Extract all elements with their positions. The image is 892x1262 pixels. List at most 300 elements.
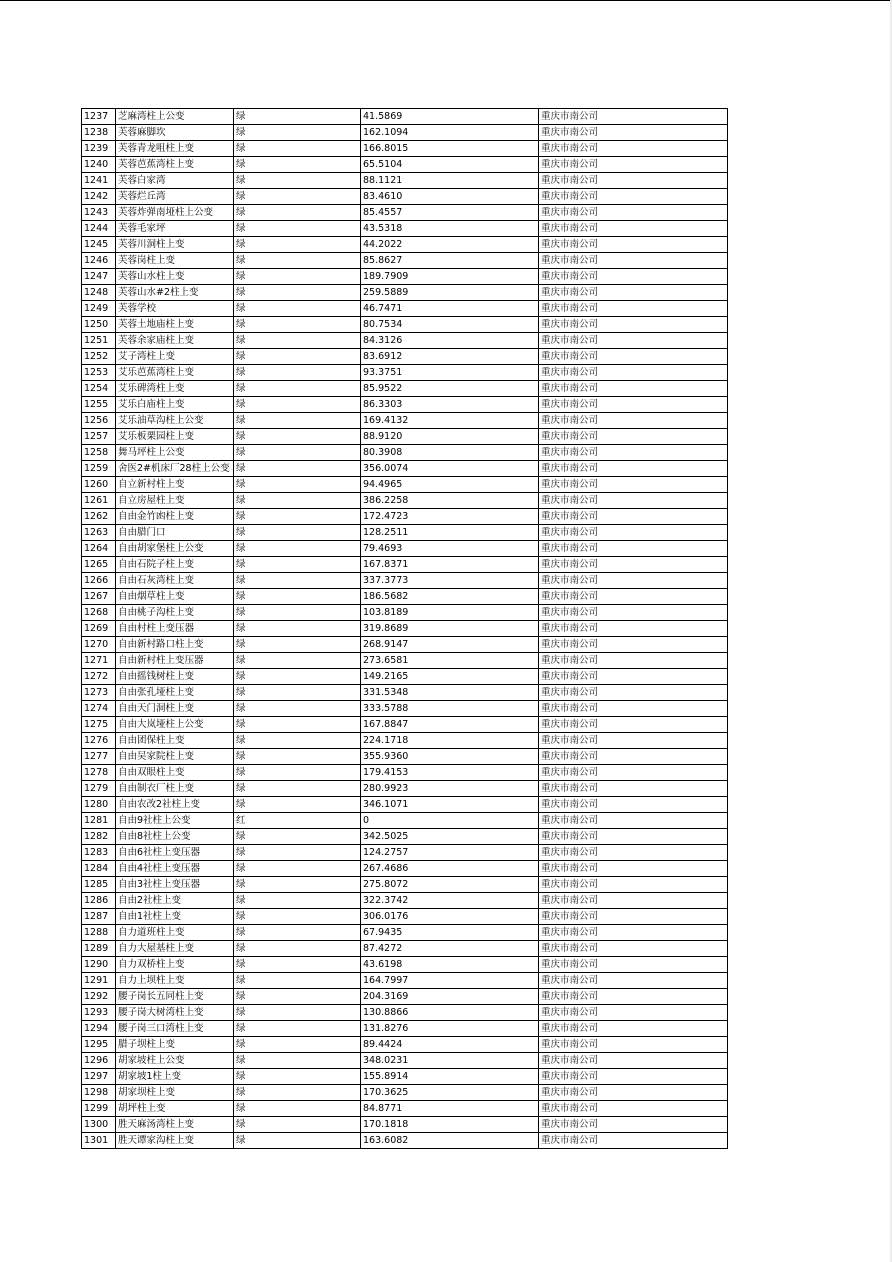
table-row bbox=[82, 781, 728, 797]
cell-status: 绿 bbox=[234, 669, 361, 685]
table-row bbox=[82, 845, 728, 861]
cell-value: 89.4424 bbox=[361, 1037, 539, 1053]
cell-index: 1257 bbox=[82, 429, 116, 445]
cell-index: 1253 bbox=[82, 365, 116, 381]
cell-name: 芙蓉烂丘湾 bbox=[116, 189, 234, 205]
cell-status: 绿 bbox=[234, 285, 361, 301]
table-row bbox=[82, 909, 728, 925]
cell-value: 85.4557 bbox=[361, 205, 539, 221]
cell-company: 重庆市南公司 bbox=[539, 1085, 728, 1101]
cell-name: 舞马坪柱上公变 bbox=[116, 445, 234, 461]
cell-name: 艾乐碑湾柱上变 bbox=[116, 381, 234, 397]
cell-value: 186.5682 bbox=[361, 589, 539, 605]
cell-status: 绿 bbox=[234, 429, 361, 445]
cell-status: 绿 bbox=[234, 397, 361, 413]
table-row bbox=[82, 525, 728, 541]
cell-company: 重庆市南公司 bbox=[539, 333, 728, 349]
cell-status: 绿 bbox=[234, 1005, 361, 1021]
table-row bbox=[82, 765, 728, 781]
cell-index: 1250 bbox=[82, 317, 116, 333]
cell-name: 胜天谭家沟柱上变 bbox=[116, 1133, 234, 1149]
cell-status: 绿 bbox=[234, 237, 361, 253]
cell-company: 重庆市南公司 bbox=[539, 1133, 728, 1149]
cell-status: 绿 bbox=[234, 589, 361, 605]
cell-name: 自立新村柱上变 bbox=[116, 477, 234, 493]
cell-company: 重庆市南公司 bbox=[539, 285, 728, 301]
cell-status: 绿 bbox=[234, 557, 361, 573]
cell-index: 1259 bbox=[82, 461, 116, 477]
cell-name: 芙蓉山水柱上变 bbox=[116, 269, 234, 285]
cell-status: 绿 bbox=[234, 493, 361, 509]
cell-name: 自由新村路口柱上变 bbox=[116, 637, 234, 653]
cell-index: 1283 bbox=[82, 845, 116, 861]
cell-value: 43.5318 bbox=[361, 221, 539, 237]
cell-value: 356.0074 bbox=[361, 461, 539, 477]
cell-name: 腰子岗长五同柱上变 bbox=[116, 989, 234, 1005]
cell-company: 重庆市南公司 bbox=[539, 1053, 728, 1069]
cell-status: 绿 bbox=[234, 317, 361, 333]
cell-company: 重庆市南公司 bbox=[539, 509, 728, 525]
cell-index: 1266 bbox=[82, 573, 116, 589]
cell-company: 重庆市南公司 bbox=[539, 125, 728, 141]
cell-index: 1286 bbox=[82, 893, 116, 909]
cell-status: 绿 bbox=[234, 1085, 361, 1101]
cell-name: 自由双眼柱上变 bbox=[116, 765, 234, 781]
cell-status: 绿 bbox=[234, 781, 361, 797]
cell-index: 1287 bbox=[82, 909, 116, 925]
cell-company: 重庆市南公司 bbox=[539, 173, 728, 189]
cell-value: 94.4965 bbox=[361, 477, 539, 493]
cell-status: 绿 bbox=[234, 621, 361, 637]
table-row bbox=[82, 477, 728, 493]
cell-status: 绿 bbox=[234, 333, 361, 349]
cell-company: 重庆市南公司 bbox=[539, 861, 728, 877]
cell-company: 重庆市南公司 bbox=[539, 733, 728, 749]
cell-value: 172.4723 bbox=[361, 509, 539, 525]
table-row bbox=[82, 381, 728, 397]
cell-company: 重庆市南公司 bbox=[539, 349, 728, 365]
cell-name: 自由新村柱上变压器 bbox=[116, 653, 234, 669]
cell-name: 自由8社柱上公变 bbox=[116, 829, 234, 845]
table-row bbox=[82, 125, 728, 141]
cell-status: 绿 bbox=[234, 797, 361, 813]
table-row bbox=[82, 733, 728, 749]
cell-value: 84.8771 bbox=[361, 1101, 539, 1117]
data-table bbox=[81, 108, 728, 1149]
cell-name: 自由吴家院柱上变 bbox=[116, 749, 234, 765]
cell-status: 绿 bbox=[234, 173, 361, 189]
cell-index: 1295 bbox=[82, 1037, 116, 1053]
cell-index: 1293 bbox=[82, 1005, 116, 1021]
cell-value: 167.8847 bbox=[361, 717, 539, 733]
cell-index: 1281 bbox=[82, 813, 116, 829]
table-row bbox=[82, 493, 728, 509]
cell-status: 绿 bbox=[234, 349, 361, 365]
cell-index: 1294 bbox=[82, 1021, 116, 1037]
cell-value: 79.4693 bbox=[361, 541, 539, 557]
cell-name: 自力双桥柱上变 bbox=[116, 957, 234, 973]
cell-value: 163.6082 bbox=[361, 1133, 539, 1149]
cell-company: 重庆市南公司 bbox=[539, 973, 728, 989]
cell-company: 重庆市南公司 bbox=[539, 717, 728, 733]
cell-name: 自由胡家堡柱上公变 bbox=[116, 541, 234, 557]
cell-value: 131.8276 bbox=[361, 1021, 539, 1037]
table-row bbox=[82, 829, 728, 845]
cell-status: 绿 bbox=[234, 541, 361, 557]
cell-company: 重庆市南公司 bbox=[539, 573, 728, 589]
cell-name: 艾乐白庙柱上变 bbox=[116, 397, 234, 413]
cell-company: 重庆市南公司 bbox=[539, 477, 728, 493]
cell-index: 1300 bbox=[82, 1117, 116, 1133]
cell-value: 93.3751 bbox=[361, 365, 539, 381]
cell-company: 重庆市南公司 bbox=[539, 381, 728, 397]
cell-value: 164.7997 bbox=[361, 973, 539, 989]
cell-value: 162.1094 bbox=[361, 125, 539, 141]
cell-name: 胡家坡1柱上变 bbox=[116, 1069, 234, 1085]
cell-value: 273.6581 bbox=[361, 653, 539, 669]
cell-status: 绿 bbox=[234, 717, 361, 733]
table-row bbox=[82, 253, 728, 269]
cell-company: 重庆市南公司 bbox=[539, 957, 728, 973]
cell-index: 1241 bbox=[82, 173, 116, 189]
cell-value: 348.0231 bbox=[361, 1053, 539, 1069]
cell-status: 绿 bbox=[234, 461, 361, 477]
cell-index: 1297 bbox=[82, 1069, 116, 1085]
cell-status: 绿 bbox=[234, 845, 361, 861]
cell-name: 自由桃子沟柱上变 bbox=[116, 605, 234, 621]
cell-status: 绿 bbox=[234, 269, 361, 285]
cell-status: 绿 bbox=[234, 637, 361, 653]
table-row bbox=[82, 237, 728, 253]
cell-company: 重庆市南公司 bbox=[539, 269, 728, 285]
cell-status: 绿 bbox=[234, 221, 361, 237]
cell-name: 腰子岗三口湾柱上变 bbox=[116, 1021, 234, 1037]
table-row bbox=[82, 141, 728, 157]
table-row bbox=[82, 349, 728, 365]
cell-status: 绿 bbox=[234, 909, 361, 925]
cell-index: 1237 bbox=[82, 109, 116, 125]
cell-index: 1238 bbox=[82, 125, 116, 141]
cell-value: 80.7534 bbox=[361, 317, 539, 333]
table-row bbox=[82, 1133, 728, 1149]
cell-value: 155.8914 bbox=[361, 1069, 539, 1085]
cell-name: 芝麻湾柱上公变 bbox=[116, 109, 234, 125]
table-row bbox=[82, 605, 728, 621]
cell-value: 167.8371 bbox=[361, 557, 539, 573]
cell-value: 85.9522 bbox=[361, 381, 539, 397]
cell-company: 重庆市南公司 bbox=[539, 1101, 728, 1117]
cell-company: 重庆市南公司 bbox=[539, 221, 728, 237]
cell-name: 胜天麻汤湾柱上变 bbox=[116, 1117, 234, 1133]
cell-value: 128.2511 bbox=[361, 525, 539, 541]
table-row bbox=[82, 317, 728, 333]
cell-company: 重庆市南公司 bbox=[539, 749, 728, 765]
cell-status: 绿 bbox=[234, 477, 361, 493]
cell-status: 绿 bbox=[234, 861, 361, 877]
cell-status: 绿 bbox=[234, 957, 361, 973]
cell-name: 胡家坡柱上公变 bbox=[116, 1053, 234, 1069]
cell-index: 1270 bbox=[82, 637, 116, 653]
cell-value: 65.5104 bbox=[361, 157, 539, 173]
cell-status: 绿 bbox=[234, 1053, 361, 1069]
cell-value: 67.9435 bbox=[361, 925, 539, 941]
cell-status: 绿 bbox=[234, 125, 361, 141]
cell-status: 绿 bbox=[234, 1021, 361, 1037]
cell-status: 绿 bbox=[234, 829, 361, 845]
cell-index: 1251 bbox=[82, 333, 116, 349]
cell-value: 204.3169 bbox=[361, 989, 539, 1005]
cell-value: 0 bbox=[361, 813, 539, 829]
cell-company: 重庆市南公司 bbox=[539, 109, 728, 125]
cell-company: 重庆市南公司 bbox=[539, 589, 728, 605]
table-row bbox=[82, 541, 728, 557]
cell-company: 重庆市南公司 bbox=[539, 909, 728, 925]
table-row bbox=[82, 365, 728, 381]
cell-name: 胡家坝柱上变 bbox=[116, 1085, 234, 1101]
cell-index: 1290 bbox=[82, 957, 116, 973]
cell-name: 自由摇钱树柱上变 bbox=[116, 669, 234, 685]
cell-status: 绿 bbox=[234, 573, 361, 589]
cell-value: 103.8189 bbox=[361, 605, 539, 621]
cell-value: 386.2258 bbox=[361, 493, 539, 509]
cell-company: 重庆市南公司 bbox=[539, 429, 728, 445]
cell-value: 346.1071 bbox=[361, 797, 539, 813]
cell-status: 绿 bbox=[234, 365, 361, 381]
cell-status: 绿 bbox=[234, 1037, 361, 1053]
cell-name: 自由大岚垭柱上公变 bbox=[116, 717, 234, 733]
table-row bbox=[82, 685, 728, 701]
cell-company: 重庆市南公司 bbox=[539, 765, 728, 781]
cell-index: 1301 bbox=[82, 1133, 116, 1149]
cell-value: 267.4686 bbox=[361, 861, 539, 877]
cell-status: 绿 bbox=[234, 733, 361, 749]
cell-name: 芙蓉川洞柱上变 bbox=[116, 237, 234, 253]
table-row bbox=[82, 941, 728, 957]
cell-company: 重庆市南公司 bbox=[539, 845, 728, 861]
cell-status: 绿 bbox=[234, 301, 361, 317]
cell-index: 1289 bbox=[82, 941, 116, 957]
cell-name: 芙蓉白家湾 bbox=[116, 173, 234, 189]
cell-index: 1275 bbox=[82, 717, 116, 733]
cell-value: 44.2022 bbox=[361, 237, 539, 253]
cell-name: 芙蓉毛家坪 bbox=[116, 221, 234, 237]
cell-index: 1292 bbox=[82, 989, 116, 1005]
table-row bbox=[82, 157, 728, 173]
cell-company: 重庆市南公司 bbox=[539, 669, 728, 685]
cell-status: 绿 bbox=[234, 445, 361, 461]
cell-index: 1265 bbox=[82, 557, 116, 573]
cell-value: 124.2757 bbox=[361, 845, 539, 861]
cell-company: 重庆市南公司 bbox=[539, 1069, 728, 1085]
cell-name: 自力大屋基柱上变 bbox=[116, 941, 234, 957]
cell-name: 自由9社柱上公变 bbox=[116, 813, 234, 829]
cell-status: 绿 bbox=[234, 109, 361, 125]
cell-company: 重庆市南公司 bbox=[539, 685, 728, 701]
cell-index: 1280 bbox=[82, 797, 116, 813]
table-row bbox=[82, 717, 728, 733]
cell-index: 1299 bbox=[82, 1101, 116, 1117]
cell-value: 275.8072 bbox=[361, 877, 539, 893]
table-row bbox=[82, 397, 728, 413]
cell-name: 舍医2#机床厂28柱上公变 bbox=[116, 461, 234, 477]
cell-status: 绿 bbox=[234, 893, 361, 909]
cell-name: 芙蓉学校 bbox=[116, 301, 234, 317]
table-row bbox=[82, 1117, 728, 1133]
cell-value: 83.4610 bbox=[361, 189, 539, 205]
cell-company: 重庆市南公司 bbox=[539, 189, 728, 205]
table-row bbox=[82, 1085, 728, 1101]
table-row bbox=[82, 1053, 728, 1069]
cell-index: 1285 bbox=[82, 877, 116, 893]
cell-name: 自由6社柱上变压器 bbox=[116, 845, 234, 861]
cell-name: 芙蓉麻脚坎 bbox=[116, 125, 234, 141]
table-row bbox=[82, 861, 728, 877]
table-row bbox=[82, 221, 728, 237]
cell-company: 重庆市南公司 bbox=[539, 829, 728, 845]
table-row bbox=[82, 749, 728, 765]
cell-name: 自由石灰湾柱上变 bbox=[116, 573, 234, 589]
cell-status: 绿 bbox=[234, 1133, 361, 1149]
cell-index: 1260 bbox=[82, 477, 116, 493]
table-row bbox=[82, 893, 728, 909]
cell-name: 自由1社柱上变 bbox=[116, 909, 234, 925]
table-row bbox=[82, 957, 728, 973]
cell-name: 腰子岗大树湾柱上变 bbox=[116, 1005, 234, 1021]
cell-value: 337.3773 bbox=[361, 573, 539, 589]
cell-company: 重庆市南公司 bbox=[539, 989, 728, 1005]
cell-name: 自由村柱上变压器 bbox=[116, 621, 234, 637]
table-row bbox=[82, 669, 728, 685]
cell-name: 自由制衣厂柱上变 bbox=[116, 781, 234, 797]
cell-name: 艾子湾柱上变 bbox=[116, 349, 234, 365]
cell-index: 1276 bbox=[82, 733, 116, 749]
cell-value: 331.5348 bbox=[361, 685, 539, 701]
cell-company: 重庆市南公司 bbox=[539, 653, 728, 669]
cell-company: 重庆市南公司 bbox=[539, 893, 728, 909]
cell-company: 重庆市南公司 bbox=[539, 301, 728, 317]
table-row bbox=[82, 653, 728, 669]
cell-company: 重庆市南公司 bbox=[539, 461, 728, 477]
cell-company: 重庆市南公司 bbox=[539, 1021, 728, 1037]
cell-value: 88.9120 bbox=[361, 429, 539, 445]
cell-company: 重庆市南公司 bbox=[539, 637, 728, 653]
cell-company: 重庆市南公司 bbox=[539, 1117, 728, 1133]
cell-name: 芙蓉山水#2柱上变 bbox=[116, 285, 234, 301]
cell-company: 重庆市南公司 bbox=[539, 445, 728, 461]
cell-company: 重庆市南公司 bbox=[539, 237, 728, 253]
cell-name: 自由金竹凼柱上变 bbox=[116, 509, 234, 525]
cell-value: 319.8689 bbox=[361, 621, 539, 637]
cell-index: 1273 bbox=[82, 685, 116, 701]
table-row bbox=[82, 813, 728, 829]
cell-status: 绿 bbox=[234, 1117, 361, 1133]
table-row bbox=[82, 173, 728, 189]
table-row bbox=[82, 205, 728, 221]
cell-value: 83.6912 bbox=[361, 349, 539, 365]
cell-company: 重庆市南公司 bbox=[539, 365, 728, 381]
cell-name: 自由团保柱上变 bbox=[116, 733, 234, 749]
cell-index: 1242 bbox=[82, 189, 116, 205]
cell-company: 重庆市南公司 bbox=[539, 317, 728, 333]
cell-index: 1249 bbox=[82, 301, 116, 317]
cell-value: 169.4132 bbox=[361, 413, 539, 429]
cell-status: 绿 bbox=[234, 973, 361, 989]
cell-company: 重庆市南公司 bbox=[539, 557, 728, 573]
cell-status: 绿 bbox=[234, 1069, 361, 1085]
cell-value: 84.3126 bbox=[361, 333, 539, 349]
table-row bbox=[82, 1037, 728, 1053]
cell-value: 268.9147 bbox=[361, 637, 539, 653]
cell-company: 重庆市南公司 bbox=[539, 1037, 728, 1053]
table-row bbox=[82, 509, 728, 525]
cell-index: 1271 bbox=[82, 653, 116, 669]
table-row bbox=[82, 109, 728, 125]
cell-company: 重庆市南公司 bbox=[539, 813, 728, 829]
cell-status: 绿 bbox=[234, 1101, 361, 1117]
cell-status: 绿 bbox=[234, 189, 361, 205]
cell-status: 绿 bbox=[234, 205, 361, 221]
cell-name: 芙蓉余家庙柱上变 bbox=[116, 333, 234, 349]
cell-index: 1264 bbox=[82, 541, 116, 557]
cell-index: 1278 bbox=[82, 765, 116, 781]
cell-name: 自由农改2社柱上变 bbox=[116, 797, 234, 813]
cell-name: 芙蓉岗柱上变 bbox=[116, 253, 234, 269]
cell-company: 重庆市南公司 bbox=[539, 157, 728, 173]
cell-company: 重庆市南公司 bbox=[539, 397, 728, 413]
cell-name: 自由腊门口 bbox=[116, 525, 234, 541]
table-row bbox=[82, 701, 728, 717]
cell-name: 芙蓉土地庙柱上变 bbox=[116, 317, 234, 333]
cell-company: 重庆市南公司 bbox=[539, 541, 728, 557]
cell-company: 重庆市南公司 bbox=[539, 941, 728, 957]
cell-status: 绿 bbox=[234, 701, 361, 717]
cell-status: 绿 bbox=[234, 653, 361, 669]
cell-company: 重庆市南公司 bbox=[539, 1005, 728, 1021]
table-row bbox=[82, 461, 728, 477]
table-row bbox=[82, 877, 728, 893]
cell-value: 166.8015 bbox=[361, 141, 539, 157]
table-row bbox=[82, 589, 728, 605]
cell-index: 1296 bbox=[82, 1053, 116, 1069]
cell-value: 322.3742 bbox=[361, 893, 539, 909]
table-row bbox=[82, 1101, 728, 1117]
cell-name: 芙蓉炸弹南垭柱上公变 bbox=[116, 205, 234, 221]
cell-value: 85.8627 bbox=[361, 253, 539, 269]
cell-company: 重庆市南公司 bbox=[539, 925, 728, 941]
cell-status: 绿 bbox=[234, 941, 361, 957]
cell-status: 绿 bbox=[234, 925, 361, 941]
cell-value: 333.5788 bbox=[361, 701, 539, 717]
cell-name: 自由石院子柱上变 bbox=[116, 557, 234, 573]
cell-index: 1298 bbox=[82, 1085, 116, 1101]
cell-name: 腊子坝柱上变 bbox=[116, 1037, 234, 1053]
cell-value: 170.1818 bbox=[361, 1117, 539, 1133]
cell-index: 1272 bbox=[82, 669, 116, 685]
cell-company: 重庆市南公司 bbox=[539, 797, 728, 813]
table-row bbox=[82, 189, 728, 205]
cell-status: 绿 bbox=[234, 157, 361, 173]
table-row bbox=[82, 637, 728, 653]
cell-status: 绿 bbox=[234, 685, 361, 701]
cell-name: 自立房屋柱上变 bbox=[116, 493, 234, 509]
table-row bbox=[82, 989, 728, 1005]
cell-name: 艾乐板栗园柱上变 bbox=[116, 429, 234, 445]
table-row bbox=[82, 1021, 728, 1037]
cell-name: 自由烟草柱上变 bbox=[116, 589, 234, 605]
table-body bbox=[82, 109, 728, 1149]
table-row bbox=[82, 269, 728, 285]
cell-status: 绿 bbox=[234, 253, 361, 269]
